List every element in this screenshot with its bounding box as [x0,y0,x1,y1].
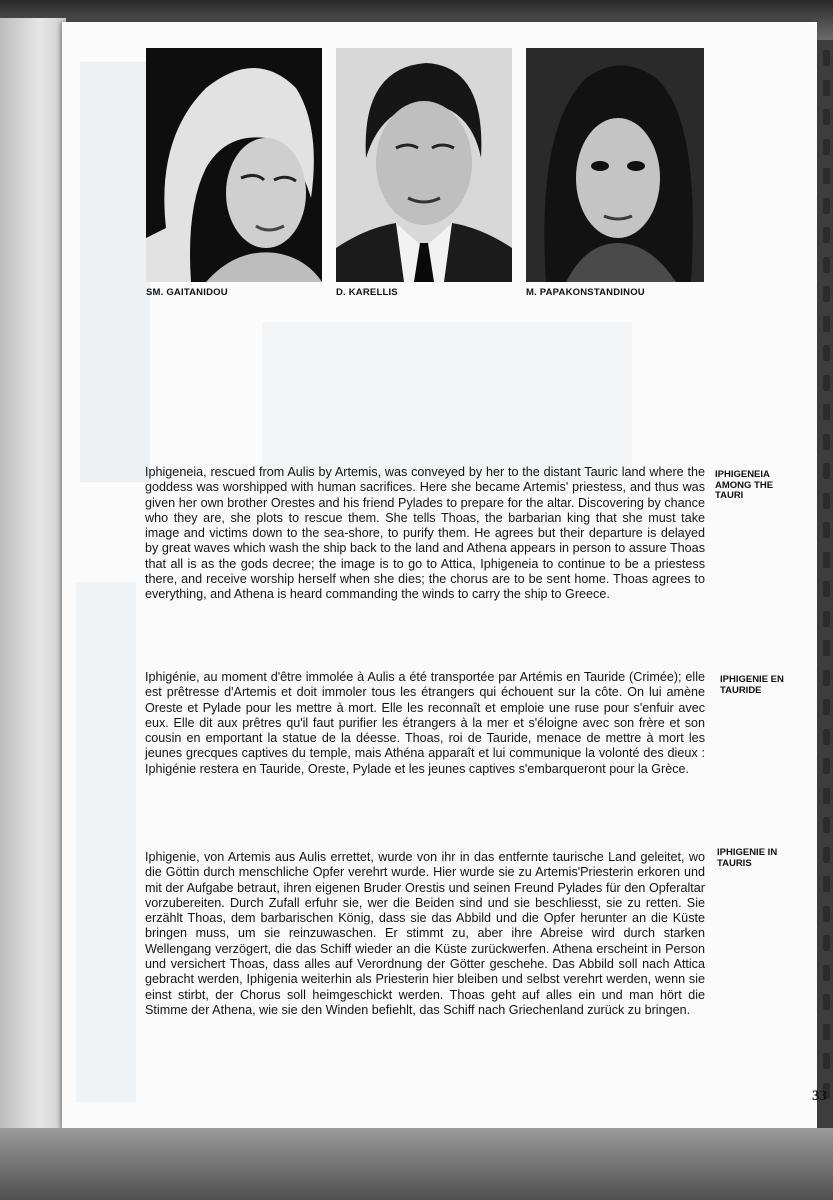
binding-ring [823,699,830,715]
binding-ring [823,847,830,863]
binding-ring [823,817,830,833]
binding-ring [823,109,830,125]
photo-caption-3: M. PAPAKONSTANDINOU [526,287,645,298]
binding-ring [823,552,830,568]
facing-page-edge [0,18,66,1133]
binding-ring [823,581,830,597]
binding-ring [823,493,830,509]
binding-ring [823,906,830,922]
portrait-photo-2 [336,48,512,282]
photo-caption-1: SM. GAITANIDOU [146,287,228,298]
binding-ring [823,345,830,361]
binding-ring [823,316,830,332]
show-through-block [80,62,150,482]
binding-ring [823,994,830,1010]
synopsis-french: Iphigénie, au moment d'être immolée à Aulis a été transportée par Artémis en Tauride (Crimée); elle est prêtresse d'Artemis et doit immoler tous les étrangers qui échouent sur la côte. On lui amène Oreste et Pylade pour les mettre à mort. Elle les reconnaît et emploie une ruse pour s'enfuir avec eux. Elle dit aux prêtres qu'il faut purifier les étrangers à la mer et s'éloigne avec son frère et son cousin en emportant la statue de la déesse. Thoas, roi de Tauride, menace de mettre à mort les jeunes grecques captives du temple, mais Athéna apparaît et lui communique la volonté des dieux : Iphigénie restera en Tauride, Oreste, Pylade et les jeunes captives s'embarqueront pour la Grèce. [145,670,705,776]
binding-ring [823,50,830,66]
binding-ring [823,788,830,804]
binding-ring [823,1053,830,1069]
binding-ring [823,935,830,951]
binding-ring [823,198,830,214]
binding-ring [823,227,830,243]
binding-ring [823,876,830,892]
section-label-english: IPHIGENEIA AMONG THE TAURI [715,469,774,501]
binding-ring [823,965,830,981]
portrait-photo-3 [526,48,704,282]
section-label-french: IPHIGENIE EN TAURIDE [720,674,784,696]
binding-ring [823,729,830,745]
binding-ring [823,758,830,774]
page-number: 33 [812,1088,827,1104]
photo-caption-2: D. KARELLIS [336,287,398,298]
binding-ring [823,522,830,538]
binding-ring [823,286,830,302]
binding-ring [823,640,830,656]
binding-ring [823,611,830,627]
binding-ring [823,463,830,479]
spiral-binding [820,50,833,1110]
binding-ring [823,139,830,155]
portrait-photo-1 [146,48,322,282]
binding-ring [823,168,830,184]
synopsis-german: Iphigenie, von Artemis aus Aulis errettet, wurde von ihr in das entfernte taurische Land geleitet, wo die Göttin durch menschliche Opfer verehrt wurde. Hier wurde sie zu Artemis'Priesterin erkoren und mit der Aufgabe betraut, ihren eigenen Bruder Orestis und seinen Freund Pylades für den Opferaltar vorzubereiten. Durch Zufall erfuhr sie, wer die Beiden sind und sie beschliesst, sie zu retten. Sie erzählt Thoas, dem barbarischen König, dass sie das Abbild und die Opfer herunter an die Küste bringen muss, um sie reinzuwaschen. Er stimmt zu, aber ihre Abreise wird durch starken Wellengang verzögert, die das Schiff wieder an die Küste zurückwerfen. Athena erscheint in Person und versichert Thoas, dass alles auf Verordnung der Götter geschehe. Das Abbild soll nach Attica gebracht werden, Iphigenia weiterhin als Priesterin hier bleiben und selbst verehrt werden, wenn sie einst stirbt, der Chorus soll heimgeschickt werden. Thoas geht auf alles ein und man hört die Stimme der Athena, wie sie den Winden befiehlt, das Schiff nach Griechenland zurück zu bringen. [145,850,705,1017]
binding-ring [823,434,830,450]
scan-bottom-shadow [0,1128,833,1200]
synopsis-english: Iphigeneia, rescued from Aulis by Artemis, was conveyed by her to the distant Tauric land where the goddess was worshipped with human sacrifices. Here she became Artemis' priestess, and thus was given her own brother Orestes and his friend Pylades to prepare for the altar. Discovering by chance who they are, she plots to rescue them. She tells Thoas, the barbarian king that she must take image and victims down to the sea-shore, to purify them. He agrees but their departure is delayed by great waves which wash the ship back to the land and Athena appears in person to assure Thoas that all is as the gods decree; the image is to go to Attica, Iphigeneia to continue to be a priestess there, and receive worship herself when she dies; the chorus are to be sent home. Thoas agrees to everything, and Athena is heard commanding the winds to carry the ship to Greece. [145,465,705,602]
show-through-block [76,582,136,1102]
show-through-block [262,322,632,482]
binding-ring [823,1024,830,1040]
binding-ring [823,80,830,96]
binding-ring [823,375,830,391]
binding-ring [823,404,830,420]
binding-ring [823,670,830,686]
section-label-german: IPHIGENIE IN TAURIS [717,847,778,869]
binding-ring [823,257,830,273]
